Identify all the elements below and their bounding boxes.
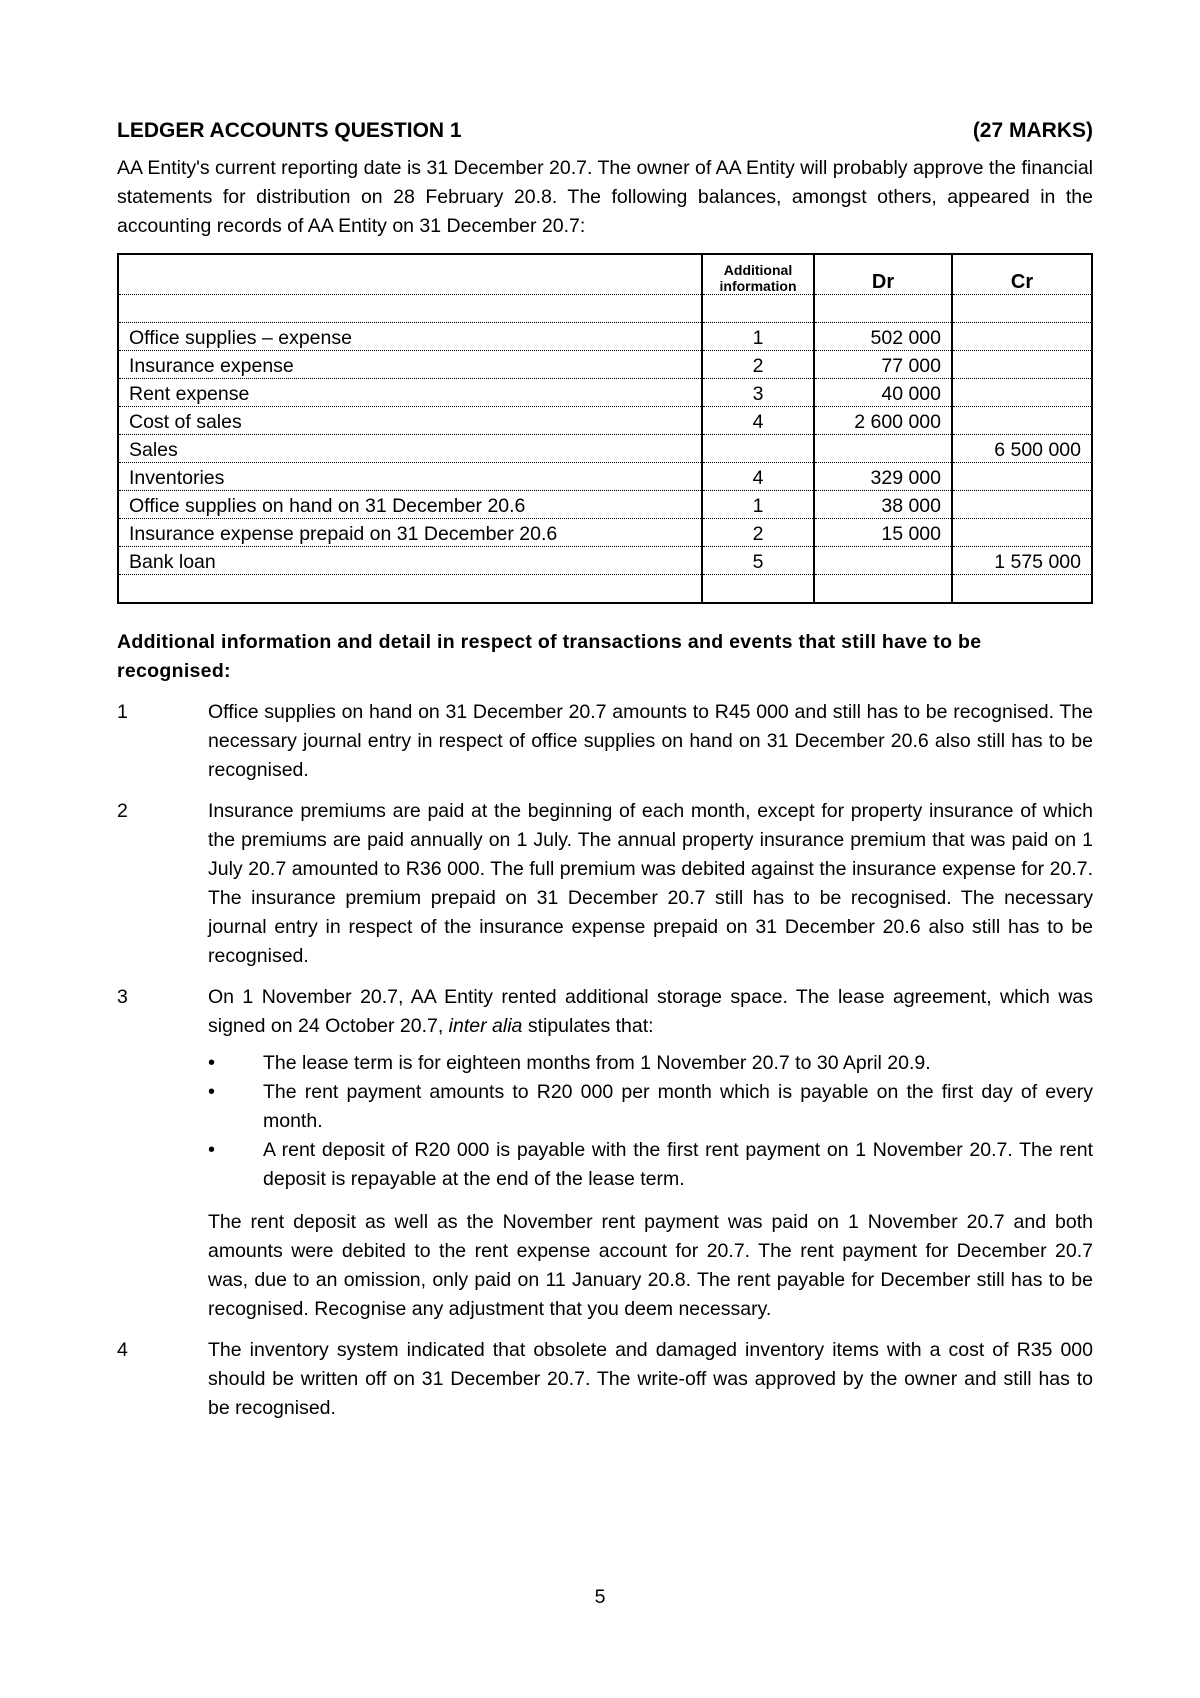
header-dr: Dr	[814, 254, 952, 295]
cr-cell	[952, 379, 1092, 407]
bullet-icon: •	[208, 1081, 216, 1103]
list-item: • The lease term is for eighteen months from 1 November 20.7 to 30 April 20.9.	[208, 1049, 1093, 1078]
info-item-1	[117, 698, 1093, 785]
page-number: 5	[594, 1586, 606, 1608]
lease-terms-list	[208, 1049, 1093, 1194]
ref-cell: 5	[702, 547, 814, 575]
item-number: 2	[117, 800, 128, 822]
item-text: The inventory system indicated that obsolete and damaged inventory items with a cost of R35 000 should be written off on 31 December 20.7. The write-off was approved by the owner and still has to be recognised.	[208, 1339, 1093, 1419]
item-closing-text: The rent deposit as well as the November rent payment was paid on 1 November 20.7 and both amounts were debited to the rent expense account for 20.7. The rent payment for December 20.7 was, due to an omission, only paid on 11 January 20.8. The rent payable for December still has to be recognised. Recognise any adjustment that you deem necessary.	[208, 1211, 1093, 1320]
balances-table	[117, 253, 1093, 604]
cr-cell	[952, 351, 1092, 379]
ref-cell: 2	[702, 351, 814, 379]
dr-cell: 38 000	[814, 491, 952, 519]
bullet-icon: •	[208, 1139, 216, 1161]
dr-cell	[814, 435, 952, 463]
cr-cell: 1 575 000	[952, 547, 1092, 575]
account-cell: Rent expense	[118, 379, 702, 407]
table-row	[118, 519, 1092, 547]
account-cell: Sales	[118, 435, 702, 463]
dr-cell: 329 000	[814, 463, 952, 491]
cr-cell	[952, 519, 1092, 547]
table-row	[118, 407, 1092, 435]
bullet-icon: •	[208, 1052, 216, 1074]
cr-cell	[952, 463, 1092, 491]
account-cell: Cost of sales	[118, 407, 702, 435]
table-spacer-row	[118, 575, 1092, 604]
question-heading	[117, 118, 1093, 144]
dr-cell: 502 000	[814, 323, 952, 351]
header-additional-info: Additional information	[702, 254, 814, 295]
item-number: 4	[117, 1339, 128, 1361]
ref-cell: 2	[702, 519, 814, 547]
table-row	[118, 547, 1092, 575]
question-marks: (27 MARKS)	[972, 119, 1093, 142]
table-row	[118, 435, 1092, 463]
item-text: Office supplies on hand on 31 December 20.7 amounts to R45 000 and still has to be recognised. The necessary journal entry in respect of office supplies on hand on 31 December 20.6 also still has to be recognised.	[208, 701, 1093, 781]
cr-cell	[952, 407, 1092, 435]
account-cell: Inventories	[118, 463, 702, 491]
header-cr: Cr	[952, 254, 1092, 295]
table-row	[118, 491, 1092, 519]
cr-cell	[952, 491, 1092, 519]
account-cell: Office supplies – expense	[118, 323, 702, 351]
info-item-3	[117, 983, 1093, 1324]
item-number: 1	[117, 701, 128, 723]
account-cell: Bank loan	[118, 547, 702, 575]
list-item: • The rent payment amounts to R20 000 per month which is payable on the first day of every month.	[208, 1078, 1093, 1136]
dr-cell: 40 000	[814, 379, 952, 407]
table-row	[118, 379, 1092, 407]
ref-cell: 3	[702, 379, 814, 407]
account-cell: Office supplies on hand on 31 December 20.6	[118, 491, 702, 519]
item-text: Insurance premiums are paid at the beginning of each month, except for property insurance of which the premiums are paid annually on 1 July. The annual property insurance premium that was paid on 1 July 20.7 amounted to R36 000. The full premium was debited against the insurance expense for 20.7. The insurance premium prepaid on 31 December 20.7 still has to be recognised. The necessary journal entry in respect of the insurance expense prepaid on 31 December 20.6 also still has to be recognised.	[208, 800, 1093, 967]
page-content	[117, 118, 1093, 1423]
info-item-2	[117, 797, 1093, 971]
info-item-4	[117, 1336, 1093, 1423]
intro-paragraph: AA Entity's current reporting date is 31 December 20.7. The owner of AA Entity will probably approve the financial statements for distribution on 28 February 20.8. The following balances, amongst others, appeared in the accounting records of AA Entity on 31 December 20.7:	[117, 157, 1093, 237]
ref-cell: 1	[702, 491, 814, 519]
account-cell: Insurance expense prepaid on 31 December 20.6	[118, 519, 702, 547]
table-row	[118, 351, 1092, 379]
ref-cell: 1	[702, 323, 814, 351]
table-row	[118, 463, 1092, 491]
dr-cell: 15 000	[814, 519, 952, 547]
item-text: On 1 November 20.7, AA Entity rented additional storage space. The lease agreement, which was signed on 24 October 20.7, inter alia stipulates that:	[208, 986, 1093, 1037]
cr-cell	[952, 323, 1092, 351]
question-title: LEDGER ACCOUNTS QUESTION 1	[117, 119, 462, 142]
header-account-cell	[118, 254, 702, 295]
ref-cell: 4	[702, 407, 814, 435]
ref-cell	[702, 435, 814, 463]
italic-term: inter alia	[448, 1015, 523, 1037]
table-header-row	[118, 254, 1092, 295]
account-cell: Insurance expense	[118, 351, 702, 379]
table-row	[118, 323, 1092, 351]
additional-info-heading: Additional information and detail in respect of transactions and events that still have to be recognised:	[117, 631, 982, 682]
dr-cell: 2 600 000	[814, 407, 952, 435]
cr-cell: 6 500 000	[952, 435, 1092, 463]
item-body	[208, 983, 1093, 1324]
item-number: 3	[117, 986, 128, 1008]
dr-cell: 77 000	[814, 351, 952, 379]
list-item: • A rent deposit of R20 000 is payable with the first rent payment on 1 November 20.7. The rent deposit is repayable at the end of the lease term.	[208, 1136, 1093, 1194]
table-spacer-row	[118, 295, 1092, 323]
dr-cell	[814, 547, 952, 575]
ref-cell: 4	[702, 463, 814, 491]
